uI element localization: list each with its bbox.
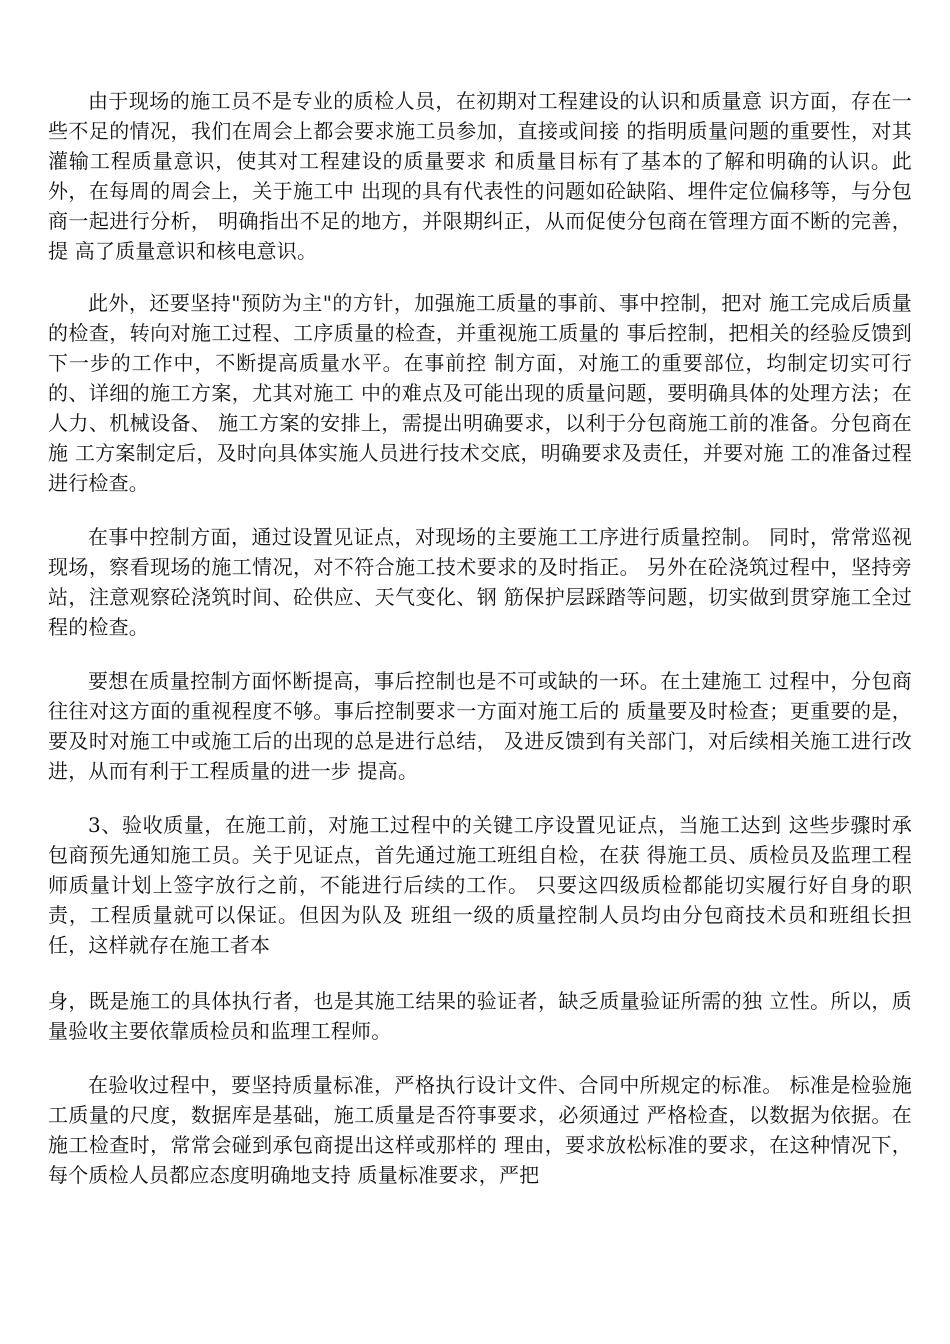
paragraph-in-process-control: 在事中控制方面，通过设置见证点，对现场的主要施工工序进行质量控制。 同时，常常巡视现场，察看现场的施工情况，对不符合施工技术要求的及时指正。 另外在砼浇筑过程中，坚持旁站，注意观察砼浇筑时间、砼供应、天气变化、钢 筋保护层踩踏等问题，切实做到贯穿施工全过程的检查。 bbox=[48, 525, 912, 639]
paragraph-post-control: 要想在质量控制方面怀断提高，事后控制也是不可或缺的一环。在土建施工 过程中，分包商往往对这方面的重视程度不够。事后控制要求一方面对施工后的 质量要及时检查；更重要的是，要及时对施工中或施工后的出现的总是进行总结， 及进反馈到有关部门，对后续相关施工进行改进，从而有利于工程质量的进一步 提高。 bbox=[48, 669, 912, 783]
paragraph-acceptance-continued: 身，既是施工的具体执行者，也是其施工结果的验证者，缺乏质量验证所需的独 立性。所以，质量验收主要依靠质检员和监理工程师。 bbox=[48, 989, 912, 1043]
paragraph-standards: 在验收过程中，要坚持质量标准，严格执行设计文件、合同中所规定的标准。 标准是检验施工质量的尺度，数据库是基础，施工质量是否符事要求，必须通过 严格检查，以数据为依据。在施工检查时，常常会碰到承包商提出这样或那样的 理由，要求放松标准的要求，在这种情况下，每个质检人员都应态度明确地支持 质量标准要求，严把 bbox=[48, 1073, 912, 1187]
paragraph-prevention-first: 此外，还要坚持"预防为主"的方针，加强施工质量的事前、事中控制，把对 施工完成后质量的检查，转向对施工过程、工序质量的检查，并重视施工质量的 事后控制，把相关的经验反馈到下一步的工作中，不断提高质量水平。在事前控 制方面，对施工的重要部位，均制定切实可行的、详细的施工方案，尤其对施工 中的难点及可能出现的质量问题，要明确具体的处理方法；在人力、机械设备、 施工方案的安排上，需提出明确要求，以利于分包商施工前的准备。分包商在施 工方案制定后，及时向具体实施人员进行技术交底，明确要求及责任，并要对施 工的准备过程进行检查。 bbox=[48, 291, 912, 495]
document-body bbox=[48, 86, 912, 1190]
paragraph-acceptance-quality: 3、验收质量，在施工前，对施工过程中的关键工序设置见证点，当施工达到 这些步骤时承包商预先通知施工员。关于见证点，首先通过施工班组自检，在获 得施工员、质检员及监理工程师质量计划上签字放行之前，不能进行后续的工作。 只要这四级质检都能切实履行好自身的职责，工程质量就可以保证。但因为队及 班组一级的质量控制人员均由分包商技术员和班组长担任，这样就存在施工者本 bbox=[48, 813, 912, 957]
paragraph-quality-awareness: 由于现场的施工员不是专业的质检人员，在初期对工程建设的认识和质量意 识方面，存在一些不足的情况，我们在周会上都会要求施工员参加，直接或间接 的指明质量问题的重要性，对其灌输工程质量意识，使其对工程建设的质量要求 和质量目标有了基本的了解和明确的认识。此外，在每周的周会上，关于施工中 出现的具有代表性的问题如砼缺陷、埋件定位偏移等，与分包商一起进行分析， 明确指出不足的地方，并限期纠正，从而促使分包商在管理方面不断的完善，提 高了质量意识和核电意识。 bbox=[48, 89, 912, 263]
